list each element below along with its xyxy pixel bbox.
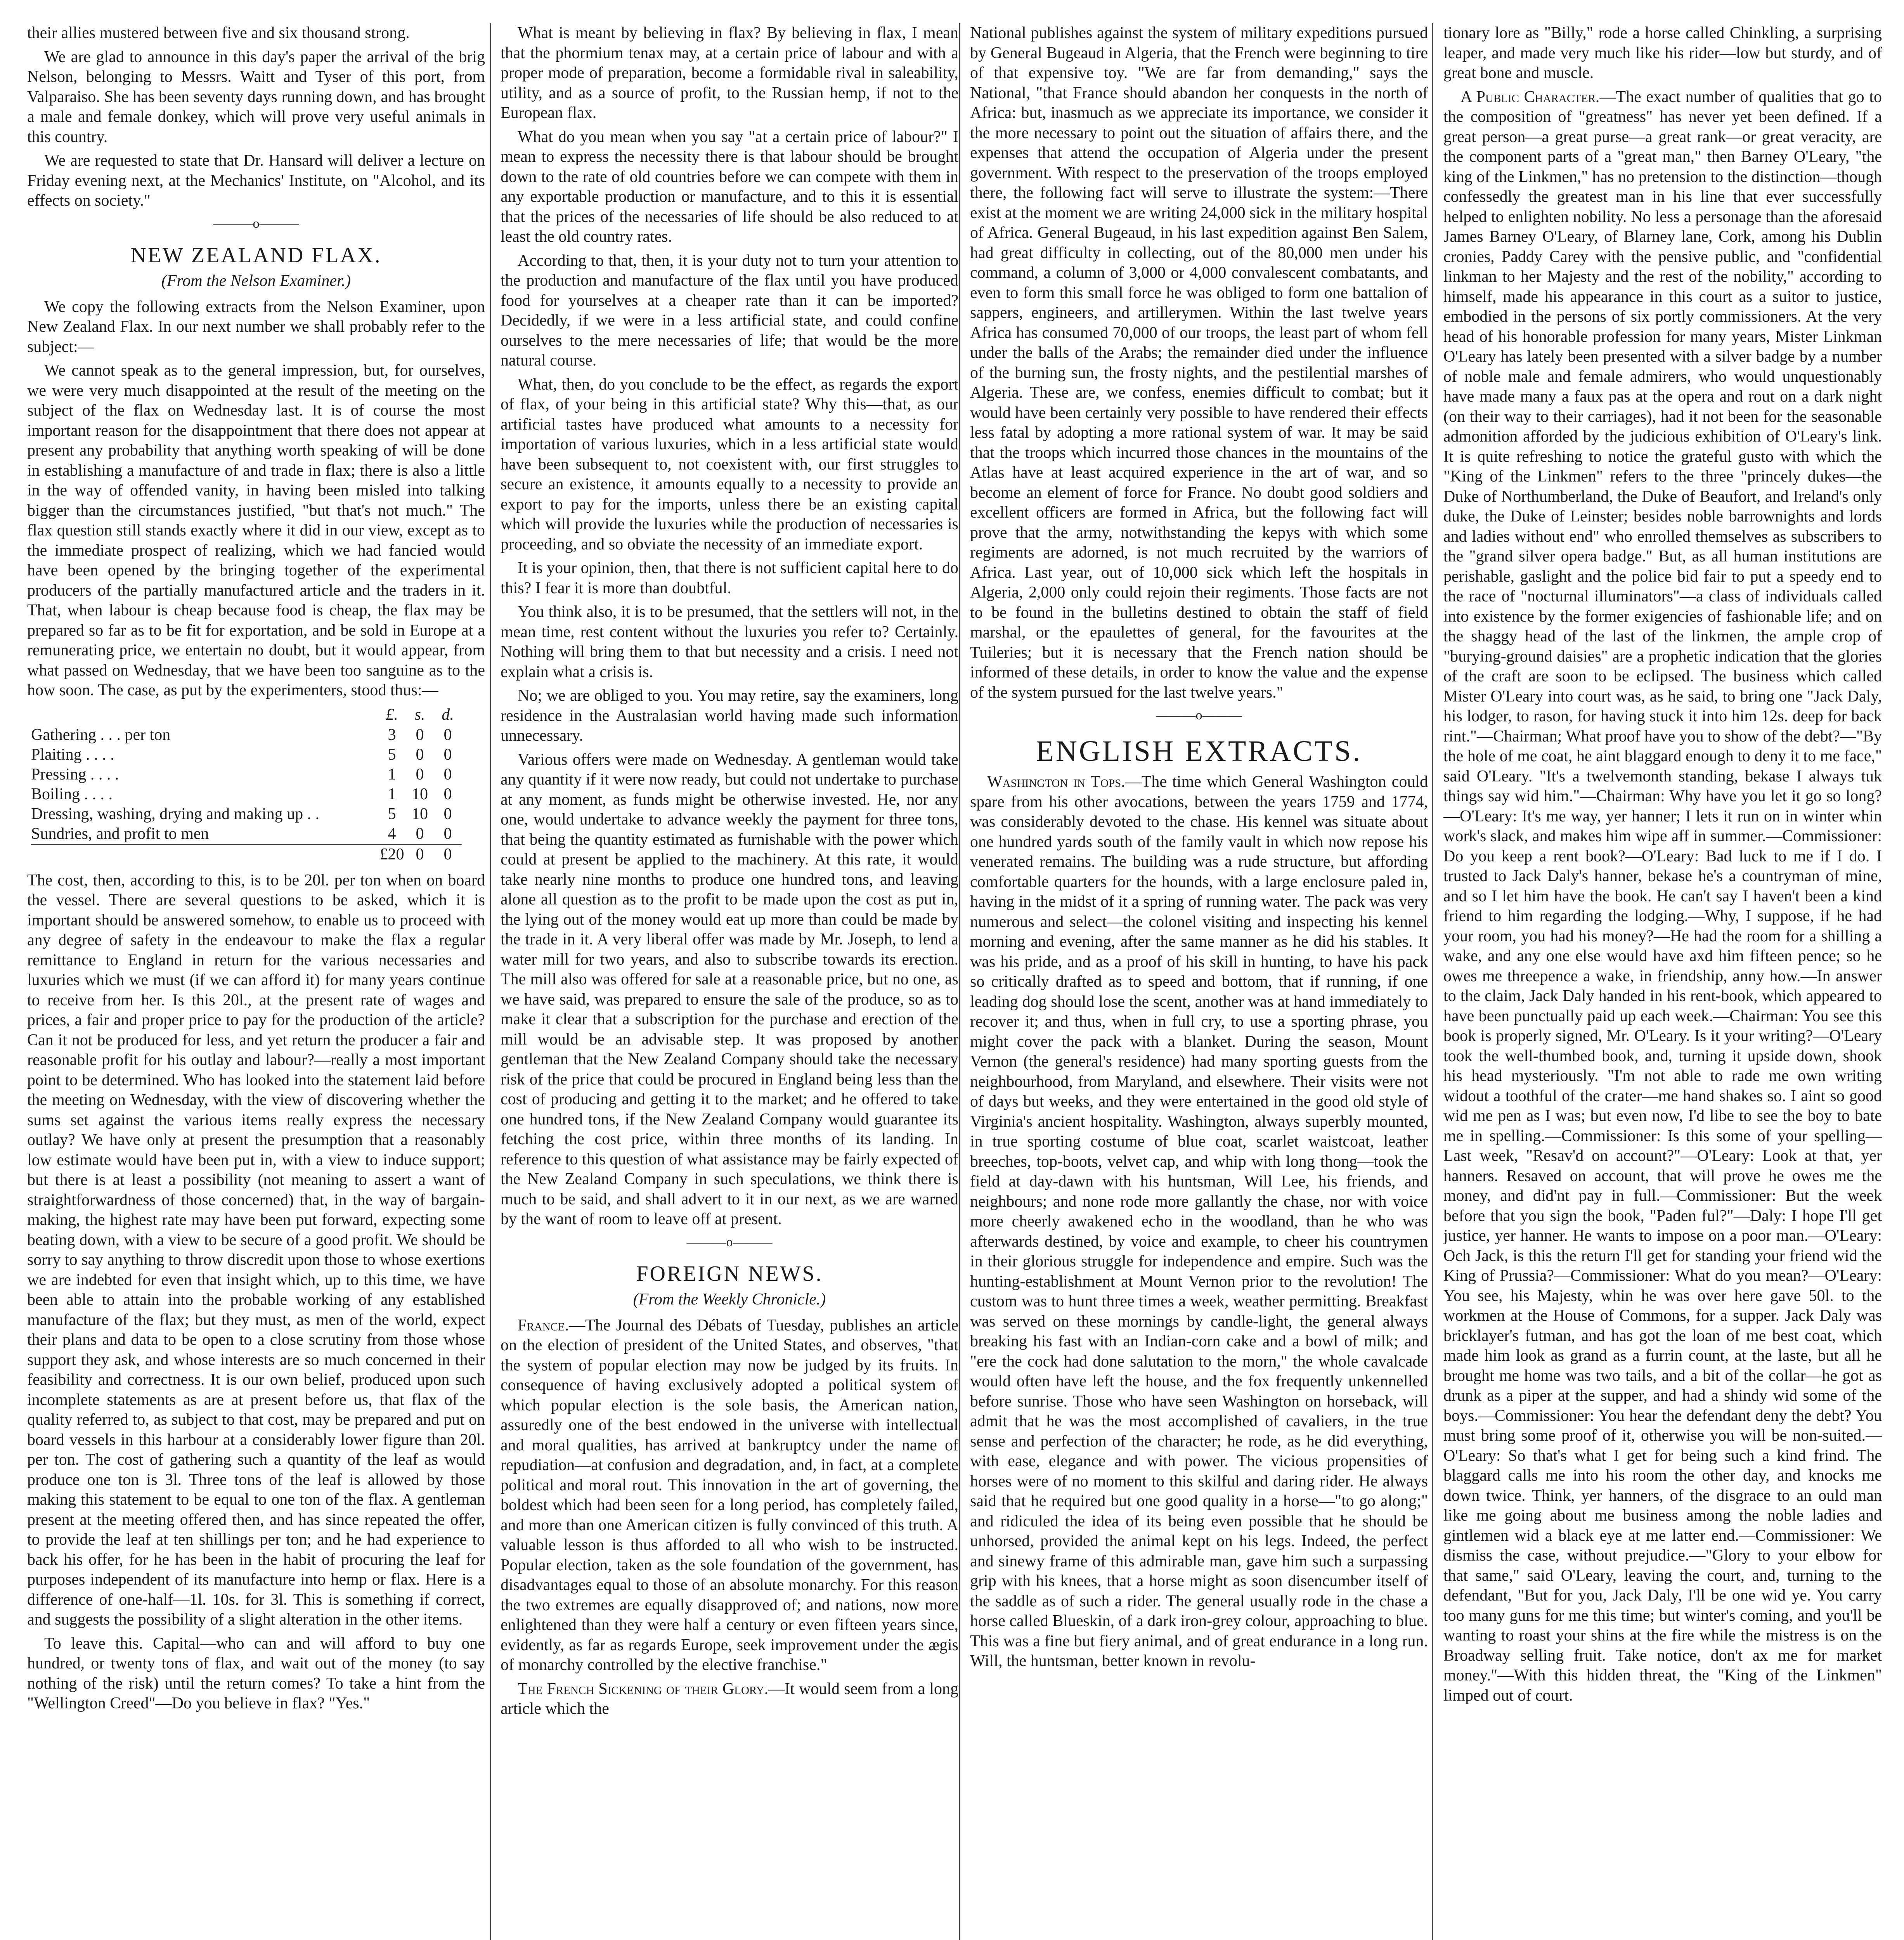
- paragraph-body: —The exact number of qualities that go to the composition of "greatness" has never yet been defined. If a great person—a great purse—a great rank—or great veracity, are the component parts of a "great man," then Barney O'Leary, "the king of the Linkmen," has no pretension to the distinction—though confessedly the greatest man in his line that ever successfully helped to enlighten nobility. No less a personage than the aforesaid James Barney O'Leary, of Blarney lane, Cork, among his Dublin cronies, Paddy Carey with the pensive public, and "confidential linkman to her Majesty and the rest of the nobility," according to himself, made his appearance in this court as a suitor to justice, embodied in the persons of six portly commissioners. At the very head of his honorable profession for many years, Mister Linkman O'Leary has lately been presented with a silver badge by a number of noble male and female admirers, who would unquestionably have made many a faux pas at the opera and rout on a dark night (on their way to their carriages), had it not been for the seasonable admonition afforded by the judicious exhibition of O'Leary's link. It is quite refreshing to notice the grateful gusto with which the "King of the Linkmen" refers to the three "princely dukes—the Duke of Northumberland, the Duke of Beaufort, and Ireland's only duke, the Duke of Leinster; besides noble barrownights and lords and ladies without end" who enrolled themselves as subscribers to the "grand silver opera badge." But, as all human institutions are perishable, gaslight and the police bid fair to put a speedy end to the race of "nocturnal illuminators"—a class of individuals called into existence by the former exigencies of fashionable life; and on the shaggy head of the last of the linkmen, the ample crop of "burying-ground daisies" are a prophetic indication that the glories of the craft are soon to be eclipsed. The business which called Mister O'Leary into court was, as he said, to bring one "Jack Daly, his lodger, to rason, for having stuck it into him 12s. deep for back rint."—Chairman; What proof have you to show of the debt?—"By the hole of me coat, he aint blaggard enough to deny it to me face," said O'Leary. "It's a twelvemonth standing, bekase I always tuk things say wid him."—Chairman: Why have you let it go so long?—O'Leary: It's me way, yer hanner; I lets it run on in winter whin work's slack, and makes him wipe aff in summer.—Commissioner: Do you keep a rent book?—O'Leary: Bad luck to me if I do. I trusted to Jack Daly's hanner, bekase he's a countryman of mine, and so I let him have the book. He can't say I haven't been a kind friend to him regarding the lodging.—Why, I suppose, if he had your room, you had his money?—He had the room for a shilling a wake, and any one else would have axd him fifteen pence; so he owes me threepence a wake, in friendship, anny how.—In answer to the claim, Jack Daly handed in his rent-book, which appeared to have been punctually paid up each week.—Chairman: You see this book is properly signed, Mr. O'Leary. Is it your writing?—O'Leary took the well-thumbed book, and, turning it upside down, shook his head mysteriously. "I'm not able to rade me own writing widout a toothful of the crater—me hand shakes so. I aint so good wid me pen as I was; but even now, I'd libe to see the boy to bate me in spelling.—Commissioner: Is this some of your spelling—Last week, "Resav'd on account?"—O'Leary: Look at that, yer hanners. Resaved on account, that will prove he owes me the money, and did'nt pay in full.—Commissioner: But the week before that you sign the book, "Paden ful?"—Daly: I hope I'll get justice, yer hanner. He wants to impose on a poor man.—O'Leary: Och Jack, is this the return I'll get for standing your friend wid the King of Prussia?—Commissioner: What do you mean?—O'Leary: You see, his Majesty, whin he was over here gave 50l. to the workmen at the House of Commons, for a supper. Jack Daly was bricklayer's futman, and has got the loan of me best coat, which made him look as grand as a furrin count, at the laste, but all he brought me home was two tails, and a bit of the collar—he got as drunk as a piper at the supper, and had a shindy wid some of the boys.—Commissioner: You hear the defendant deny the debt? You must bring some proof of it, otherwise you will be non-suited.—O'Leary: So that's what I get for being such a kind frind. The blaggard calls me into his room the other day, and knocks me down twice. Think, yer hanners, of the disgrace to an ould man like me going about me business among the noble ladies and gintlemen wid a black eye at me latter end.—Commissioner: We dismiss the case, without prejudice.—"Glory to your elbow for that same," said O'Leary, leaving the court, and, turning to the defendant, "But for you, Jack Daly, I'll be one wid ye. You carry too many guns for me this time; but winter's coming, and you'll be wanting to roast your shins at the fire while the mistress is on the Broadway selling fruit. Take notice, don't ax me for market money."—With this hidden threat, the "King of the Linkmen" limped out of court.: [1443, 88, 1882, 1704]
- cost-shillings: 0: [416, 765, 424, 783]
- cost-label: Gathering . . . per ton: [31, 726, 171, 744]
- shillings-header: s.: [414, 705, 425, 724]
- paragraph: We copy the following extracts from the Nelson Examiner, upon New Zealand Flax. In our next number we shall probably refer to the subject:—: [27, 298, 485, 356]
- total-shillings: 0: [406, 844, 434, 864]
- total-pounds: £20: [378, 844, 406, 864]
- paragraph: Various offers were made on Wednesday. A gentleman would take any quantity if it were now ready, but could not undertake to purchase at any moment, as funds might be otherwise invested. He, nor any one, would undertake to advance weekly the payment for three tons, that being the quantity estimated as furnishable with the power which could at present be applied to the machinery. At this rate, it would take nearly nine months to produce one hundred tons, and leaving alone all question as to the profit to be made upon the cost as put in, the lying out of the money would eat up more than could be made by the trade in it. A very liberal offer was made by Mr. Joseph, to lend a water mill for two years, and also to subscribe towards its erection. The mill also was offered for sale at a reasonable price, but no one, as we have said, was prepared to ensure the sale of the produce, so as to make it clear that a subscription for the purchase and erection of the mill would be an advisable step. It was proposed by another gentleman that the New Zealand Company should take the necessary risk of the price that could be procured in England being less than the cost of producing and getting it to the market; and he offered to take one hundred tons, if the New Zealand Company would guarantee its fetching the cost price, within three months of its landing. In reference to this question of what assistance may be fairly expected of the New Zealand Company in such speculations, we think there is much to be said, and shall advert to it in our next, as we are warned by the want of room to leave off at present.: [501, 750, 958, 1228]
- column-2: [501, 23, 958, 1940]
- pounds-header: £.: [386, 705, 398, 724]
- article-source: (From the Weekly Chronicle.): [633, 1290, 826, 1308]
- article-heading: ENGLISH EXTRACTS.: [1036, 735, 1362, 767]
- paragraph: What, then, do you conclude to be the effect, as regards the export of flax, of your being in this artificial state? Why this—that, as our artificial tastes have produced what amounts to a necessity for importation of various luxuries, which in a less artificial state would have been subsequent to, not coexistent with, our first struggles to secure an existence, it amounts equally to a necessity to provide an export to pay for the imports, unless there be an existing capital which will provide the luxuries while the production of necessaries is proceeding, and so obviate the necessity of an immediate export.: [501, 375, 958, 553]
- article-source: (From the Nelson Examiner.): [161, 272, 351, 290]
- cost-row: [31, 804, 462, 824]
- cost-pence: 0: [444, 805, 452, 823]
- paragraph: tionary lore as "Billy," rode a horse called Chinkling, a surprising leaper, and made very much like his rider—low but sturdy, and of great bone and muscle.: [1443, 24, 1882, 82]
- paragraph-body: —It would seem from a long article which the: [501, 1680, 958, 1718]
- section-divider: ———o———: [213, 216, 299, 231]
- cost-pence: 0: [444, 745, 452, 764]
- cost-label: Dressing, washing, drying and making up . .: [31, 805, 320, 823]
- paragraph: You think also, it is to be presumed, that the settlers will not, in the mean time, rest content without the luxuries you refer to? Certainly. Nothing will bring them to that but necessity and a crisis. I need not explain what a crisis is.: [501, 603, 958, 681]
- article-heading: NEW ZEALAND FLAX.: [130, 243, 382, 267]
- paragraph: [501, 1316, 958, 1675]
- paragraph: No; we are obliged to you. You may retire, say the examiners, long residence in the Australasian world having made such information unnecessary.: [501, 687, 958, 745]
- cost-pence: 0: [444, 726, 452, 744]
- cost-label: Sundries, and profit to men: [31, 824, 209, 843]
- cost-row: [31, 745, 462, 765]
- cost-shillings: 0: [416, 745, 424, 764]
- cost-pounds: 1: [388, 785, 396, 803]
- paragraph: It is your opinion, then, that there is not sufficient capital here to do this? I fear it is more than doubtful.: [501, 559, 958, 597]
- cost-row: [31, 765, 462, 785]
- cost-row: [31, 824, 462, 844]
- cost-table: [31, 705, 462, 864]
- cost-pence: 0: [444, 785, 452, 803]
- cost-row: [31, 725, 462, 745]
- paragraph: National publishes against the system of military expeditions pursued by General Bugeaud in Algeria, that the French were beginning to tire of that expensive toy. "We are far from demanding," says the National, "that France should abandon her conquests in the north of Africa: but, inasmuch as we appreciate its importance, we consider it the more necessary to point out the situation of affairs there, and the expenses that attend the occupation of Algeria under the present government. With respect to the preservation of the troops employed there, the following fact will serve to illustrate the system:—There exist at the moment we are writing 24,000 sick in the military hospital of Africa. General Bugeaud, in his last expedition against Ben Salem, had great difficulty in collecting, out of the 80,000 men under his command, a column of 3,000 or 4,000 convalescent combatants, and even to form this small force he was obliged to form one battalion of sappers, engineers, and artillerymen. Within the last twelve years Africa has consumed 70,000 of our troops, the least part of whom fell under the balls of the Arabs; the remainder died under the influence of the burning sun, the frosty nights, and the pestilential marshes of Algeria. These are, we confess, enemies difficult to combat; but it would have been certainly very possible to have rendered their effects less fatal by adopting a more rational system of war. It may be said that the troops which incurred those chances in the mountains of the Atlas have at least acquired experience in the art of war, and so become an element of force for France. No doubt good soldiers and excellent officers are formed in Africa, but the following fact will prove that the army, notwithstanding the kepys with which some regiments are adorned, is not much recruited by the warriors of Africa. Last year, out of 10,000 sick which left the hospitals in Algeria, 2,000 only could rejoin their regiments. Those facts are not to be found in the bulletins destined to obtain the staff of field marshal, or the epaulettes of general, for the favourites at the Tuileries; but it is necessary that the French nation should be informed of these details, in order to know the value and the expense of the system pursued for the last twelve years.": [970, 24, 1428, 702]
- paragraph-lead: Washington in Tops.: [987, 773, 1125, 791]
- paragraph: What is meant by believing in flax? By believing in flax, I mean that the phormium tenax may, at a certain price of labour and with a proper mode of preparation, become a formidable rival in saleability, utility, and as a source of profit, to the Russian hemp, if not to the European flax.: [501, 24, 958, 122]
- paragraph: What do you mean when you say "at a certain price of labour?" I mean to express the necessity there is that labour should be brought down to the rate of old countries before we can compete with them in any exportable production or manufacture, and to this it is essential that the prices of the necessaries of life should be also reduced to at least the old country rates.: [501, 128, 958, 246]
- cost-table-header: [31, 705, 462, 725]
- cost-pence: 0: [444, 765, 452, 783]
- paragraph: [501, 1679, 958, 1719]
- paragraph: [1443, 87, 1882, 1706]
- paragraph: The cost, then, according to this, is to be 20l. per ton when on board the vessel. There are several questions to be asked, which it is important should be answered somehow, to enable us to proceed with any degree of safety in the endeavour to make the flax a regular remittance to England in return for the various necessaries and luxuries which we must (if we can afford it) for many years continue to receive from her. Is this 20l., at the present rate of wages and prices, a fair and proper price to pay for the production of the article? Can it not be produced for less, and yet return the producer a fair and reasonable profit for his outlay and labour?—really a most important point to be determined. Who has looked into the statement laid before the meeting on Wednesday, with the view of discovering whether the sums set against the various items really express the necessary outlay? We have only at present the presumption that a reasonably low estimate would have been put in, with a view to induce support; but there is at least a possibility (not meaning to assert a want of straightforwardness of those concerned) that, in the way of bargain-making, the highest rate may have been put forward, expecting some beating down, with a view to be secure of a good profit. We should be sorry to say anything to throw discredit upon those to whose exertions we are indebted for even that insight which, up to this time, we have been able to attain into the probable working of any established manufacture of the flax; but they must, as men of the world, expect their plans and data to be open to a close scrutiny from those whose support they ask, and whose interests are so much concerned in their feasibility and correctness. It is our own belief, produced upon such incomplete statements as are at present before us, that flax of the quality referred to, as subject to that cost, may be prepared and put on board vessels in this harbour at a considerably lower figure than 20l. per ton. The cost of gathering such a quantity of the leaf as would produce one ton is 3l. Three tons of the leaf is allowed by those making this statement to be equal to one ton of the flax. A gentleman present at the meeting offered then, and has since repeated the offer, to provide the leaf at ten shillings per ton; and he had experience to back his offer, for he has been in the habit of procuring the leaf for purposes independent of its manufacture into hemp or flax. Here is a difference of one-half—1l. 10s. for 3l. This is something if correct, and suggests the possibility of a slight alteration in the other items.: [27, 871, 485, 1628]
- cost-label: Pressing . . . .: [31, 765, 119, 783]
- cost-pounds: 4: [388, 824, 396, 843]
- paragraph: We are requested to state that Dr. Hansard will deliver a lecture on Friday evening next, at the Mechanics' Institute, on "Alcohol, and its effects on society.": [27, 152, 485, 210]
- paragraph: We are glad to announce in this day's paper the arrival of the brig Nelson, belonging to Messrs. Waitt and Tyser of this port, from Valparaiso. She has been seventy days running down, and has brought a male and female donkey, which will prove very useful animals in this country.: [27, 48, 485, 146]
- paragraph: We cannot speak as to the general impression, but, for ourselves, we were very much disappointed at the result of the meeting on the subject of the flax on Wednesday last. It is of course the most important reason for the disappointment that there does not appear at present any probability that anything worth speaking of will be done in establishing a manufacture of and trade in flax; there is also a little in the way of offended vanity, in having been misled into talking bigger than the circumstances justified, "but that's not much." The flax question still stands exactly where it did in our view, except as to the immediate prospect of realizing, which we had fancied would have been opened by the bringing together of the experimental producers of the partially manufactured article and the traders in it. That, when labour is cheap because food is cheap, the flax may be prepared so far as to be fit for exportation, and be sold in Europe at a remunerating price, we entertain no doubt, but it would appear, from what passed on Wednesday, that we have been too sanguine as to the how soon. The case, as put by the experimenters, stood thus:—: [27, 362, 485, 699]
- column-rule: [959, 23, 960, 1940]
- cost-row: [31, 785, 462, 804]
- paragraph-lead: The French Sickening of their Glory.: [518, 1680, 769, 1698]
- paragraph: According to that, then, it is your duty not to turn your attention to the production and manufacture of the flax until you have produced food for yourselves at a cheaper rate than it can be imported? Decidedly, if we were in a less artificial state, and could confine ourselves to the mere necessaries of life; that would be the more natural course.: [501, 251, 958, 369]
- column-1: [27, 23, 485, 1940]
- cost-pounds: 1: [388, 765, 396, 783]
- cost-label: Plaiting . . . .: [31, 745, 114, 764]
- cost-shillings: 0: [416, 726, 424, 744]
- paragraph: [970, 772, 1428, 1672]
- cost-shillings: 10: [412, 805, 428, 823]
- cost-shillings: 10: [412, 785, 428, 803]
- cost-total-row: [31, 844, 462, 864]
- paragraph-body: —The Journal des Débats of Tuesday, publishes an article on the election of president of the United States, and observes, "that the system of popular election may now be judged by its fruits. In consequence of having exclusively adopted a political system of which popular election is the sole basis, the American nation, assuredly one of the best endowed in the universe with intellectual and moral qualities, has arrived at bankruptcy under the name of repudiation—at confusion and degradation, and, in fact, at a complete political and moral rout. This innovation in the art of governing, the boldest which had been seen for a long period, has completely failed, and more than one American citizen is fully convinced of this truth. A valuable lesson is thus afforded to all who wish to be instructed. Popular election, taken as the sole foundation of the government, has disadvantages equal to those of an absolute monarchy. For this reason the two extremes are equally disapproved of; and nations, now more enlightened than they were half a century or even fifteen years since, evidently, as far as regards Europe, seek improvement under the ægis of monarchy controlled by the elective franchise.": [501, 1316, 958, 1674]
- cost-label: Boiling . . . .: [31, 785, 113, 803]
- paragraph-lead: A Public Character.: [1460, 88, 1600, 106]
- cost-pounds: 5: [388, 805, 396, 823]
- section-divider: ———o———: [1156, 708, 1242, 722]
- paragraph: their allies mustered between five and six thousand strong.: [27, 24, 410, 42]
- column-rule: [1432, 23, 1433, 1940]
- article-heading: FOREIGN NEWS.: [636, 1261, 823, 1286]
- pence-header: d.: [442, 705, 454, 724]
- cost-pounds: 5: [388, 745, 396, 764]
- paragraph-body: —The time which General Washington could spare from his other avocations, between the years 1759 and 1774, was considerably devoted to the chase. His kennel was situate about one hundred yards south of the family vault in which now repose his venerated remains. The building was a rude structure, but affording comfortable quarters for the hounds, with a large enclosure paled in, having in the midst of it a spring of running water. The pack was very numerous and select—the colonel visiting and inspecting his kennel morning and evening, after the same manner as he did his stables. It was his pride, and as a proof of his skill in hunting, to have his pack so critically drafted as to speed and bottom, that if running, if one leading dog should lose the scent, another was at hand immediately to recover it; and thus, when in full cry, to use a sporting phrase, you might cover the pack with a blanket. During the season, Mount Vernon (the general's residence) had many sporting guests from the neighbourhood, from Maryland, and elsewhere. Their visits were not of days but weeks, and they were entertained in the good old style of Virginia's ancient hospitality. Washington, always superbly mounted, in true sporting costume of blue coat, scarlet waistcoat, leather breeches, top-boots, velvet cap, and whip with long thong—took the field at day-dawn with his huntsman, Will Lee, his friends, and neighbours; and none rode more gallantly the chase, nor with voice more cheerly awakened echo in the woodland, than he who was afterwards destined, by voice and example, to cheer his countrymen in their glorious struggle for independence and empire. Such was the hunting-establishment at Mount Vernon prior to the revolution! The custom was to hunt three times a week, weather permitting. Breakfast was served on these mornings by candle-light, the general always breaking his fast with an Indian-corn cake and a bowl of milk; and "ere the cock had done salutation to the morn," the whole cavalcade would often have left the house, and the fox frequently unkennelled before sunrise. Those who have seen Washington on horseback, will admit that he was the most accomplished of cavaliers, in the true sense and perfection of the character; he rode, as he did everything, with ease, elegance and with power. The vicious propensities of horses were of no moment to this skilful and daring rider. He always said that he required but one good quality in a horse—"to go along;" and ridiculed the idea of its being even possible that he should be unhorsed, provided the animal kept on his legs. Indeed, the perfect and sinewy frame of this admirable man, gave him such a surpassing grip with his knees, that a horse might as soon disencumber itself of the saddle as of such a rider. The general usually rode in the chase a horse called Blueskin, of a dark iron-grey colour, approaching to blue. This was a fine but fiery animal, and of great endurance in a long run. Will, the huntsman, better known in revolu-: [970, 773, 1428, 1670]
- paragraph: To leave this. Capital—who can and will afford to buy one hundred, or twenty tons of flax, and wait out of the money (to say nothing of the risk) until the return comes? To take a hint from the "Wellington Creed"—Do you believe in flax? "Yes.": [27, 1634, 485, 1712]
- paragraph-lead: France.: [518, 1316, 569, 1334]
- cost-pence: 0: [444, 824, 452, 843]
- section-divider: ———o———: [686, 1235, 773, 1249]
- column-rule: [490, 23, 491, 1940]
- column-4: [1443, 23, 1882, 1940]
- cost-pounds: 3: [388, 726, 396, 744]
- total-pence: 0: [434, 844, 462, 864]
- cost-shillings: 0: [416, 824, 424, 843]
- column-3: [970, 23, 1428, 1940]
